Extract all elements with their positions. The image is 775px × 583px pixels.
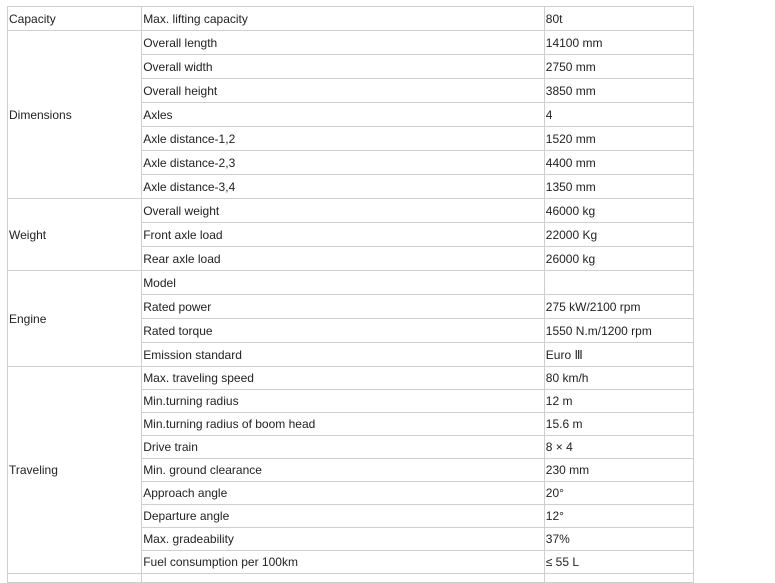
param-cell: Drive train (142, 436, 545, 459)
param-cell: Axle distance-3,4 (142, 175, 545, 199)
group-engine: Engine (8, 271, 142, 367)
value-cell: 37% (544, 528, 693, 551)
param-cell: Rear axle load (142, 247, 545, 271)
param-cell: Emission standard (142, 343, 545, 367)
group-dimensions: Dimensions (8, 31, 142, 199)
value-cell (544, 271, 693, 295)
param-cell: Rated torque (142, 319, 545, 343)
table-row (8, 271, 694, 295)
group-traveling: Traveling (8, 367, 142, 574)
value-cell: 1520 mm (544, 127, 693, 151)
value-cell: 26000 kg (544, 247, 693, 271)
value-cell: 4400 mm (544, 151, 693, 175)
value-cell: 80t (544, 7, 693, 31)
value-cell: 8 × 4 (544, 436, 693, 459)
value-cell: 1550 N.m/1200 rpm (544, 319, 693, 343)
value-cell: 20° (544, 482, 693, 505)
param-cell: Fuel consumption per 100km (142, 551, 545, 574)
table-row (8, 199, 694, 223)
param-cell: Min. ground clearance (142, 459, 545, 482)
param-cell: Overall height (142, 79, 545, 103)
group-capacity: Capacity (8, 7, 142, 31)
value-cell: 12 m (544, 390, 693, 413)
table-row (8, 574, 694, 583)
param-cell: Max. gradeability (142, 528, 545, 551)
param-cell: Approach angle (142, 482, 545, 505)
table-row (8, 7, 694, 31)
param-cell: Departure angle (142, 505, 545, 528)
param-cell: Rated power (142, 295, 545, 319)
value-cell: ≤ 55 L (544, 551, 693, 574)
value-cell: 4 (544, 103, 693, 127)
param-cell: Max. traveling speed (142, 367, 545, 390)
param-cell (142, 574, 545, 583)
table-row (8, 367, 694, 390)
param-cell: Max. lifting capacity (142, 7, 545, 31)
param-cell: Overall width (142, 55, 545, 79)
param-cell: Min.turning radius of boom head (142, 413, 545, 436)
value-cell: 80 km/h (544, 367, 693, 390)
value-cell: 3850 mm (544, 79, 693, 103)
table-row (8, 31, 694, 55)
param-cell: Overall weight (142, 199, 545, 223)
param-cell: Model (142, 271, 545, 295)
cut-off-text-strip (0, 0, 775, 1)
value-cell: 275 kW/2100 rpm (544, 295, 693, 319)
value-cell: 15.6 m (544, 413, 693, 436)
group-cell (8, 574, 142, 583)
param-cell: Min.turning radius (142, 390, 545, 413)
value-cell: 2750 mm (544, 55, 693, 79)
value-cell: Euro Ⅲ (544, 343, 693, 367)
specification-table (7, 6, 694, 583)
param-cell: Overall length (142, 31, 545, 55)
param-cell: Axle distance-2,3 (142, 151, 545, 175)
value-cell: 22000 Kg (544, 223, 693, 247)
param-cell: Front axle load (142, 223, 545, 247)
value-cell: 1350 mm (544, 175, 693, 199)
value-cell: 230 mm (544, 459, 693, 482)
group-weight: Weight (8, 199, 142, 271)
value-cell: 46000 kg (544, 199, 693, 223)
param-cell: Axle distance-1,2 (142, 127, 545, 151)
param-cell: Axles (142, 103, 545, 127)
value-cell: 14100 mm (544, 31, 693, 55)
value-cell (544, 574, 693, 583)
value-cell: 12° (544, 505, 693, 528)
